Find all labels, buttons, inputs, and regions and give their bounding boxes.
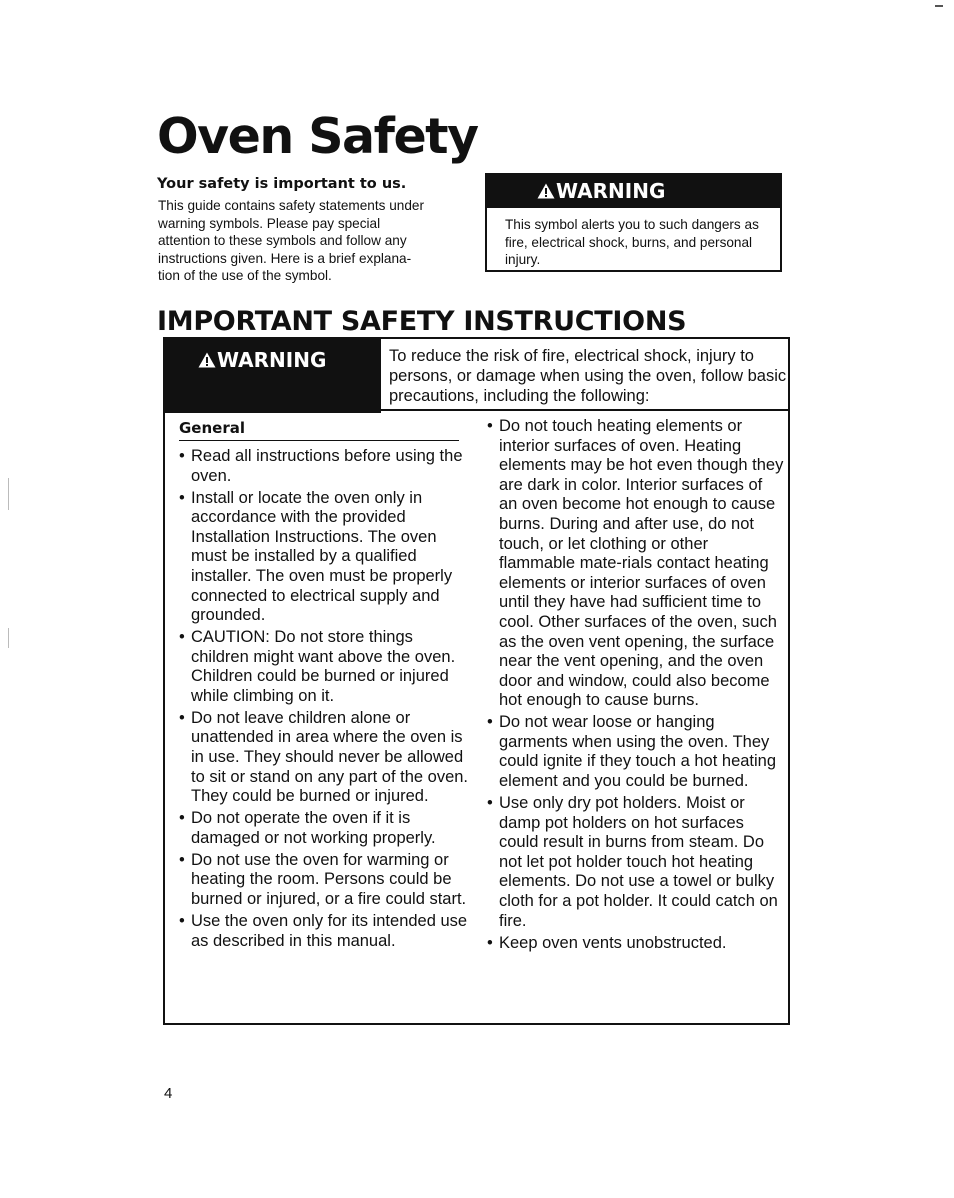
safety-instructions-box <box>163 337 790 1025</box>
intro-line: This guide contains safety statements under <box>158 198 424 213</box>
general-heading: General <box>179 419 245 437</box>
margin-mark <box>8 478 9 510</box>
intro-line: tion of the use of the symbol. <box>158 268 332 283</box>
divider <box>179 440 459 441</box>
instructions-left-column <box>179 447 474 954</box>
warning-bar <box>165 339 381 413</box>
warning-triangle-icon <box>198 352 216 368</box>
warning-label: WARNING <box>556 179 666 203</box>
warning-symbol-box <box>485 173 782 272</box>
list-item: • Keep oven vents unobstructed. <box>487 934 785 954</box>
list-item: • Install or locate the oven only in accordance with the provided Installation Instructions. The oven must be installed by a qualified installer. The oven must be properly connected to electrical supply and grounded. <box>179 489 474 626</box>
warning-label-group <box>198 348 326 372</box>
instructions-right-column <box>487 417 785 956</box>
intro-line: instructions given. Here is a brief explana- <box>158 250 412 266</box>
list-item: • Use the oven only for its intended use as described in this manual. <box>179 912 474 951</box>
list-item: • Read all instructions before using the oven. <box>179 447 474 486</box>
list-item: • Do not use the oven for warming or heating the room. Persons could be burned or injured, or a fire could start. <box>179 851 474 910</box>
intro-line: warning symbols. Please pay special <box>158 215 381 231</box>
divider <box>381 409 790 411</box>
section-title: IMPORTANT SAFETY INSTRUCTIONS <box>157 306 687 337</box>
page-number: 4 <box>164 1085 173 1102</box>
list-item: • Do not touch heating elements or interior surfaces of oven. Heating elements may be hot even though they are dark in color. Interior surfaces of an oven become hot enough to cause burns. During and after use, do not touch, or let clothing or other flammable mate-rials contact heating elements or interior surfaces of oven until they have had sufficient time to cool. Other surfaces of the oven, such as the oven vent opening, the surface near the vent opening, and the oven door and window, could also become hot enough to cause burns. <box>487 417 785 711</box>
intro-text <box>158 197 458 285</box>
warning-triangle-icon <box>537 183 555 199</box>
warning-label: WARNING <box>217 348 327 372</box>
list-item: • CAUTION: Do not store things children might want above the oven. Children could be burned or injured while climbing on it. <box>179 628 474 706</box>
margin-mark <box>8 628 9 648</box>
corner-mark <box>935 5 943 7</box>
list-item: • Do not wear loose or hanging garments when using the oven. They could ignite if they touch a hot heating element and you could be burned. <box>487 713 785 791</box>
list-item: • Use only dry pot holders. Moist or damp pot holders on hot surfaces could result in burns from steam. Do not let pot holder touch hot heating elements. Do not use a towel or bulky cloth for a pot holder. It could catch on fire. <box>487 794 785 931</box>
warning-symbol-bar <box>487 175 780 208</box>
intro-line: attention to these symbols and follow any <box>158 233 407 248</box>
warning-text: To reduce the risk of fire, electrical shock, injury to persons, or damage when using the oven, follow basic precautions, including the following: <box>389 347 787 405</box>
page-title: Oven Safety <box>157 108 478 165</box>
list-item: • Do not operate the oven if it is damaged or not working properly. <box>179 809 474 848</box>
warning-symbol-text: This symbol alerts you to such dangers as fire, electrical shock, burns, and personal injury. <box>505 217 759 267</box>
list-item: • Do not leave children alone or unattended in area where the oven is in use. They should never be allowed to sit or stand on any part of the oven. They could be burned or injured. <box>179 709 474 807</box>
intro-heading: Your safety is important to us. <box>157 176 407 192</box>
